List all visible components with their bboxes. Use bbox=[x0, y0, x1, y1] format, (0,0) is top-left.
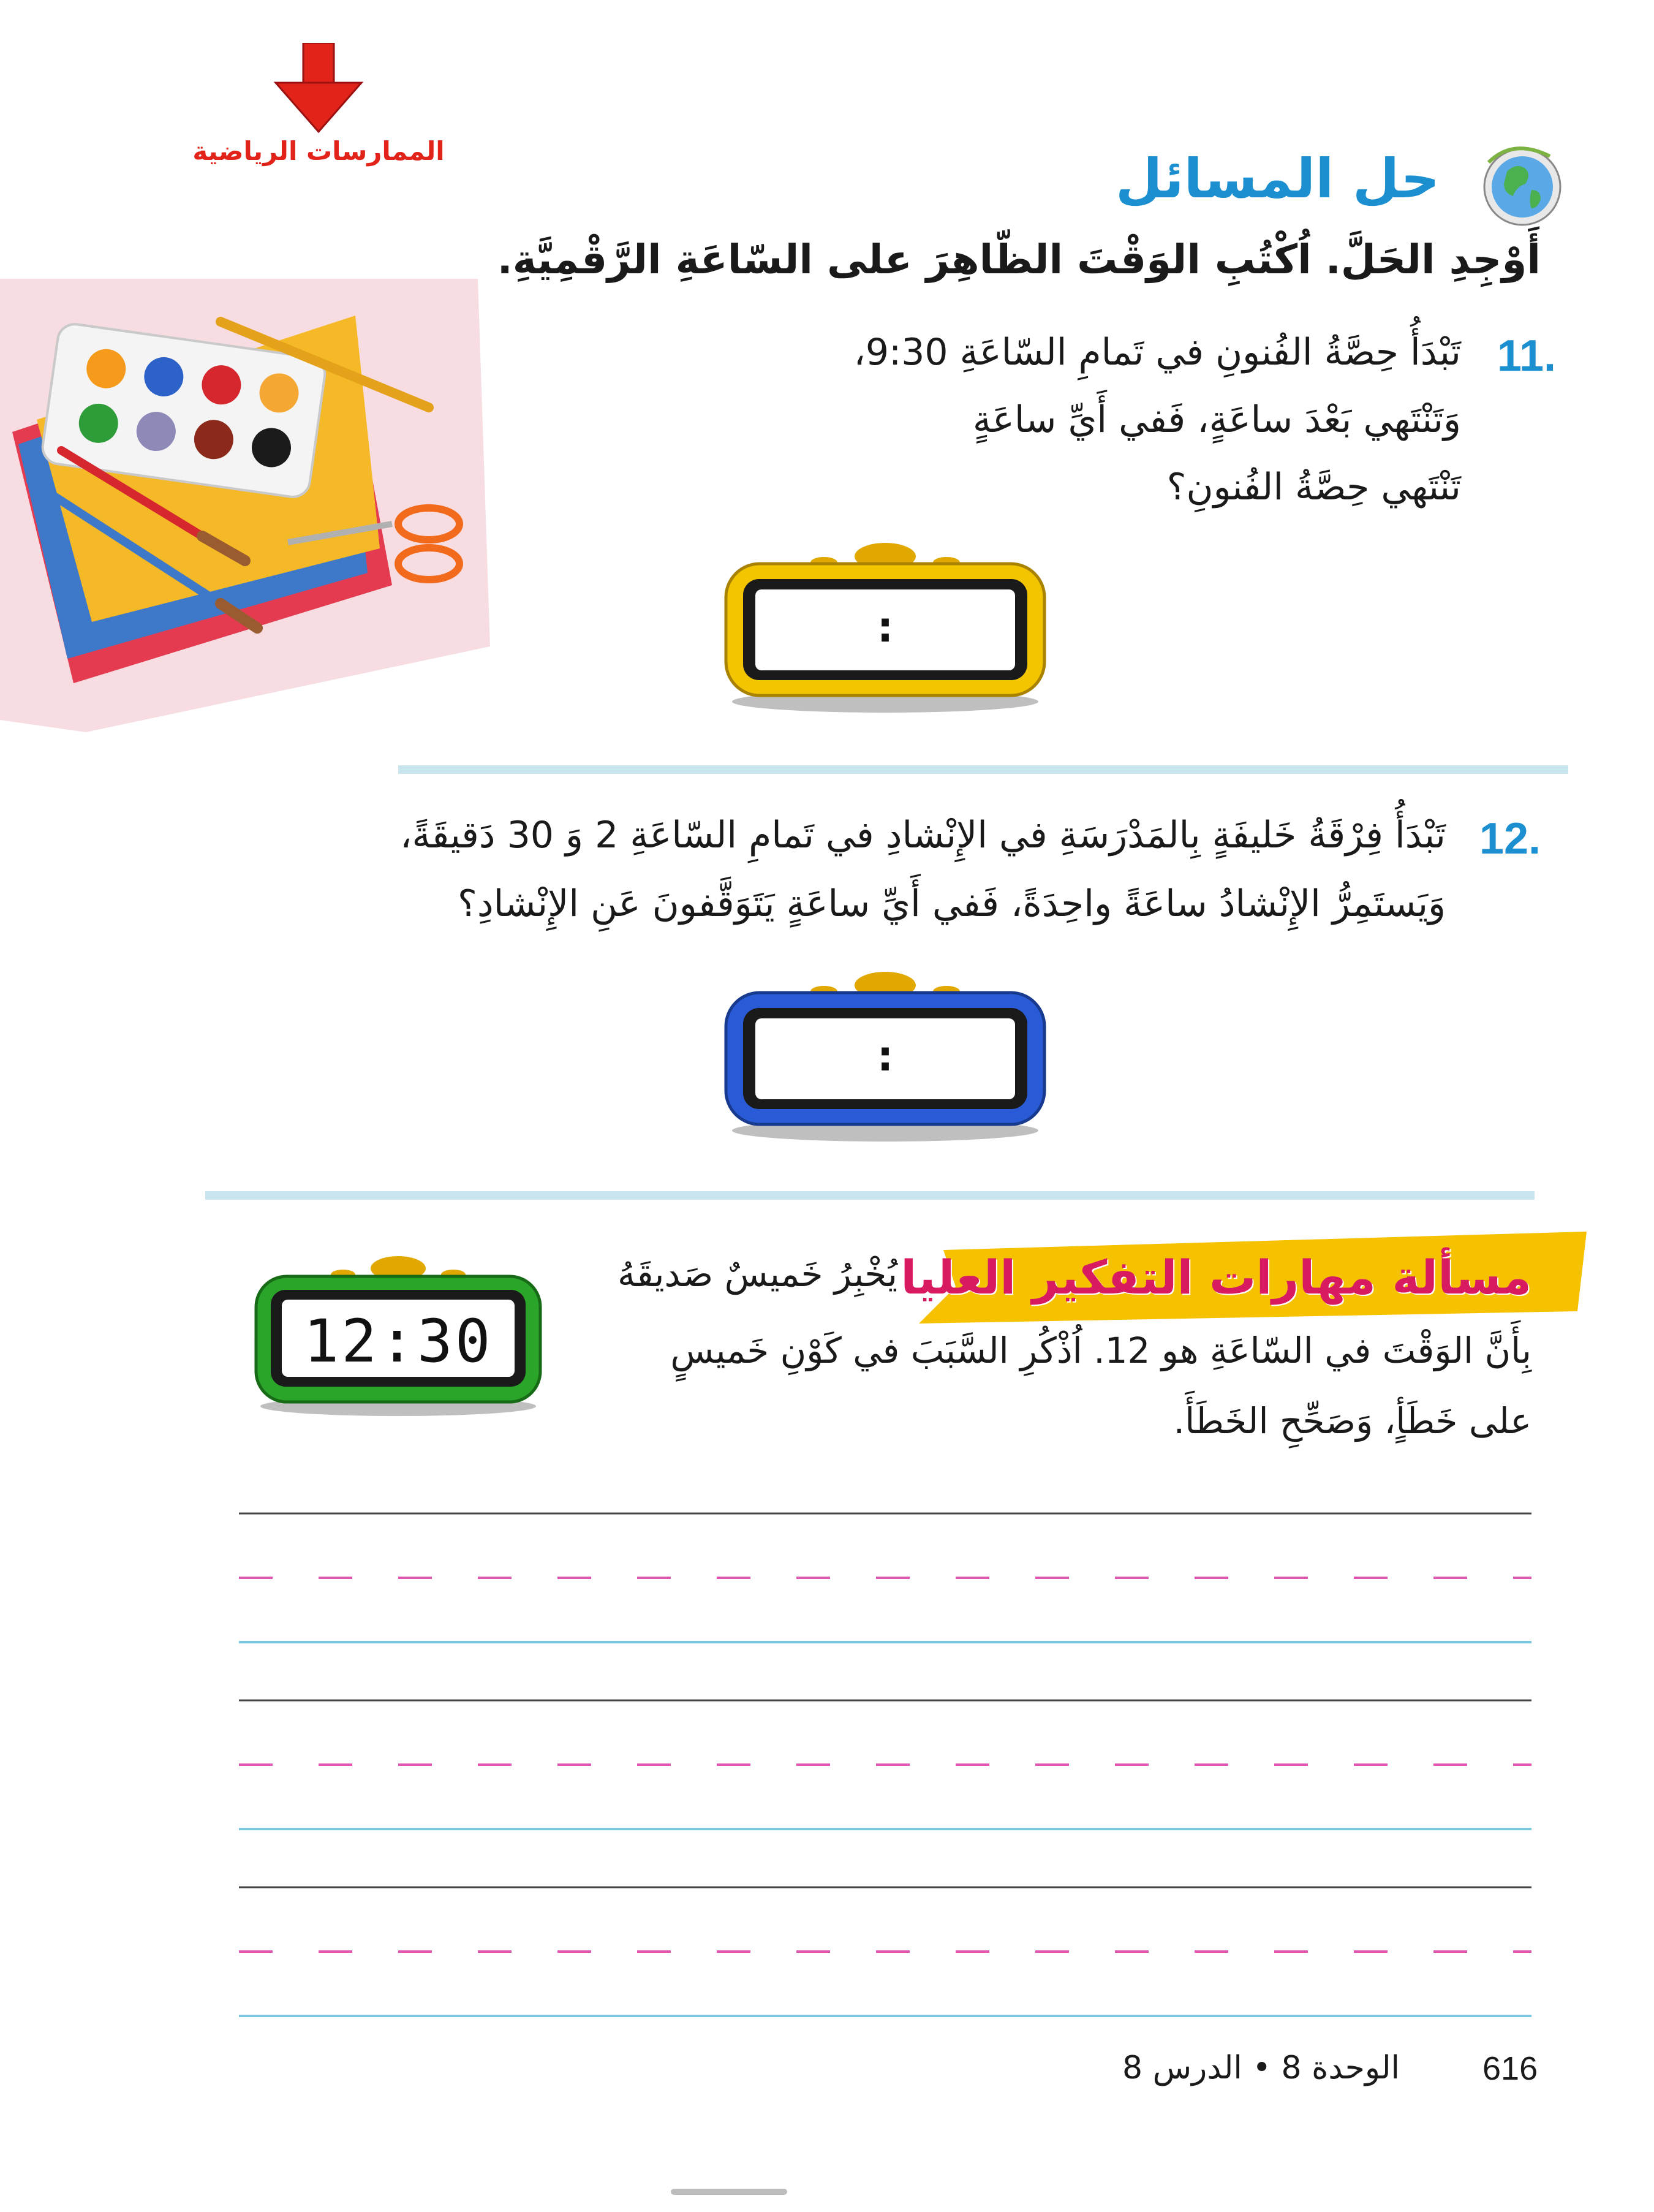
hot-problem-text: على خَطَأٍ، وَصَحِّحِ الخَطَأَ. bbox=[1173, 1400, 1531, 1442]
problem-12-number: 12. bbox=[1479, 814, 1541, 863]
hot-problem-text: يُخْبِرُ خَميسٌ صَديقَهُ bbox=[617, 1253, 897, 1295]
page-number: 616 bbox=[1482, 2050, 1538, 2087]
problem-11-text: وَتَنْتَهي بَعْدَ ساعَةٍ، فَفي أَيِّ ساعَةٍ bbox=[972, 398, 1461, 441]
digital-clock-green bbox=[251, 1253, 545, 1418]
clock-display: : bbox=[872, 600, 899, 652]
digital-clock-yellow bbox=[720, 539, 1051, 717]
problem-11-text: تَبْدَأُ حِصَّةُ الفُنونِ في تَمامِ السّاعَةِ 9:30، bbox=[853, 331, 1461, 374]
problem-11-text: تَنْتَهي حِصَّةُ الفُنونِ؟ bbox=[1166, 466, 1461, 509]
answer-writing-lines bbox=[239, 1504, 1531, 2025]
digital-clock-blue bbox=[720, 968, 1051, 1146]
down-arrow-icon bbox=[270, 43, 368, 135]
hot-problem-title: مسألة مهارات التفكير العليا bbox=[901, 1250, 1531, 1305]
problem-12-text: وَيَستَمِرُّ الإِنْشادُ ساعَةً واحِدَةً، فَفي أَيِّ ساعَةٍ يَتَوَقَّفونَ عَنِ الإِنْشادِ؟ bbox=[458, 882, 1446, 925]
section-title: حل المسائل bbox=[1116, 147, 1440, 210]
home-indicator-bar[interactable] bbox=[671, 2189, 787, 2195]
clock-display: 12:30 bbox=[303, 1307, 493, 1376]
problem-12-text: تَبْدَأُ فِرْقَةُ خَليفَةٍ بِالمَدْرَسَةِ في الإِنْشادِ في تَمامِ السّاعَةِ 2 وَ 30 دَقيقَةً، bbox=[400, 814, 1446, 857]
copyright-notice bbox=[129, 1477, 153, 1967]
clock-display: : bbox=[872, 1029, 899, 1081]
section-divider bbox=[205, 1189, 1535, 1202]
unit-lesson-label: الوحدة 8 • الدرس 8 bbox=[1122, 2050, 1400, 2086]
math-practices-label: الممارسات الرياضية bbox=[192, 136, 445, 166]
globe-icon bbox=[1470, 138, 1568, 230]
section-divider bbox=[398, 763, 1568, 776]
problem-11-number: 11. bbox=[1497, 331, 1556, 381]
hot-problem-text: بِأَنَّ الوَقْتَ في السّاعَةِ هو 12. اُذْكُرِ السَّبَبَ في كَوْنِ خَميسٍ bbox=[670, 1330, 1531, 1371]
paint-set-illustration bbox=[0, 279, 490, 732]
instruction-text: أَوْجِدِ الحَلَّ. اُكْتُبِ الوَقْتَ الظّاهِرَ على السّاعَةِ الرَّقْمِيَّةِ. bbox=[497, 236, 1541, 283]
